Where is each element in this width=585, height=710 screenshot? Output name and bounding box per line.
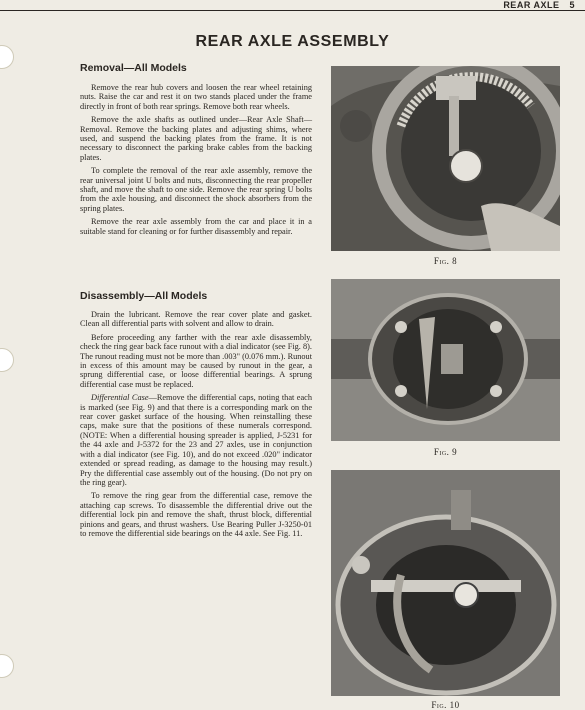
figure-10-photo xyxy=(331,470,560,696)
paragraph: Remove the rear axle assembly from the car and place it in a suitable stand for cleaning or for further disassembly and repair. xyxy=(80,217,312,236)
differential-case-label: Differential Case xyxy=(91,393,149,403)
paragraph: Drain the lubricant. Remove the rear cover plate and gasket. Clean all differential parts with solvent and allow to drain. xyxy=(80,310,312,329)
disassembly-heading: Disassembly—All Models xyxy=(80,290,208,302)
paragraph: Before proceeding any farther with the rear axle disassembly, check the ring gear back face runout with a dial indicator (see Fig. 8). The runout reading must not be more than .003" (0.076 mm.). Runout in excess of this amount may be caused by runout in the gear, a sprung differential case, or loose differential bearings. A sprung differential case must be replaced. xyxy=(80,332,312,389)
running-head-section: REAR AXLE xyxy=(503,0,560,10)
removal-section xyxy=(80,62,312,236)
removal-heading: Removal—All Models xyxy=(80,62,187,74)
paragraph xyxy=(80,393,312,487)
binder-hole xyxy=(0,654,14,678)
figure-10-caption: Fig. 10 xyxy=(431,700,460,710)
binder-hole xyxy=(0,348,14,372)
figure-8-caption: Fig. 8 xyxy=(433,256,458,266)
page-number: 5 xyxy=(569,0,575,10)
header-rule xyxy=(0,0,585,11)
running-head xyxy=(503,0,575,10)
paragraph: Remove the rear hub covers and loosen the rear wheel retaining nuts. Raise the car and rest it on two stands placed under the frame directly in front of both rear springs. Remove both rear wheels. xyxy=(80,83,312,111)
figure-8-photo xyxy=(331,66,560,251)
paragraph: To remove the ring gear from the differential case, remove the attaching cap screws. To disassemble the differential drive out the differential lock pin and remove the shaft, thrust block, differential pinions and gears, and thrust washers. Use Bearing Puller J-3250-01 to remove the differential side bearings on the 44 axle. See Fig. 11. xyxy=(80,491,312,538)
figure-9-photo xyxy=(331,279,560,441)
disassembly-section xyxy=(80,290,312,538)
paragraph: To complete the removal of the rear axle assembly, remove the rear universal joint U bolts and nuts, disconnecting the rear propeller shaft, and move the shaft to one side. Remove the rear spring U bolts from the axle housing, and disconnect the shock absorbers from the spring plates. xyxy=(80,166,312,213)
figure-9-caption: Fig. 9 xyxy=(433,447,458,457)
page-title: REAR AXLE ASSEMBLY xyxy=(195,33,390,50)
differential-case-text: —Remove the differential caps, noting that each is marked (see Fig. 9) and that there is a corresponding mark on the rear cover gasket surface of the housing. When reinstalling these caps, make sure that the positions of these numerals correspond. (NOTE: When a differential housing spreader is applied, J-5231 for the 44 axle and J-5372 for the 23 and 27 axles, use in conjunction with a dial indicator (see Fig. 10), and do not exceed .020" indicator extended or spread reading, as damage to the housing may result.) Pry the differential case assembly out of the housing. (Do not pry on the ring gear). xyxy=(80,393,313,487)
paragraph: Remove the axle shafts as outlined under—Rear Axle Shaft—Removal. Remove the backing plates and adjusting shims, where used, and suspend the backing plates from the frame. It is not necessary to disconnect the parking brake cables from the backing plates. xyxy=(80,115,312,162)
